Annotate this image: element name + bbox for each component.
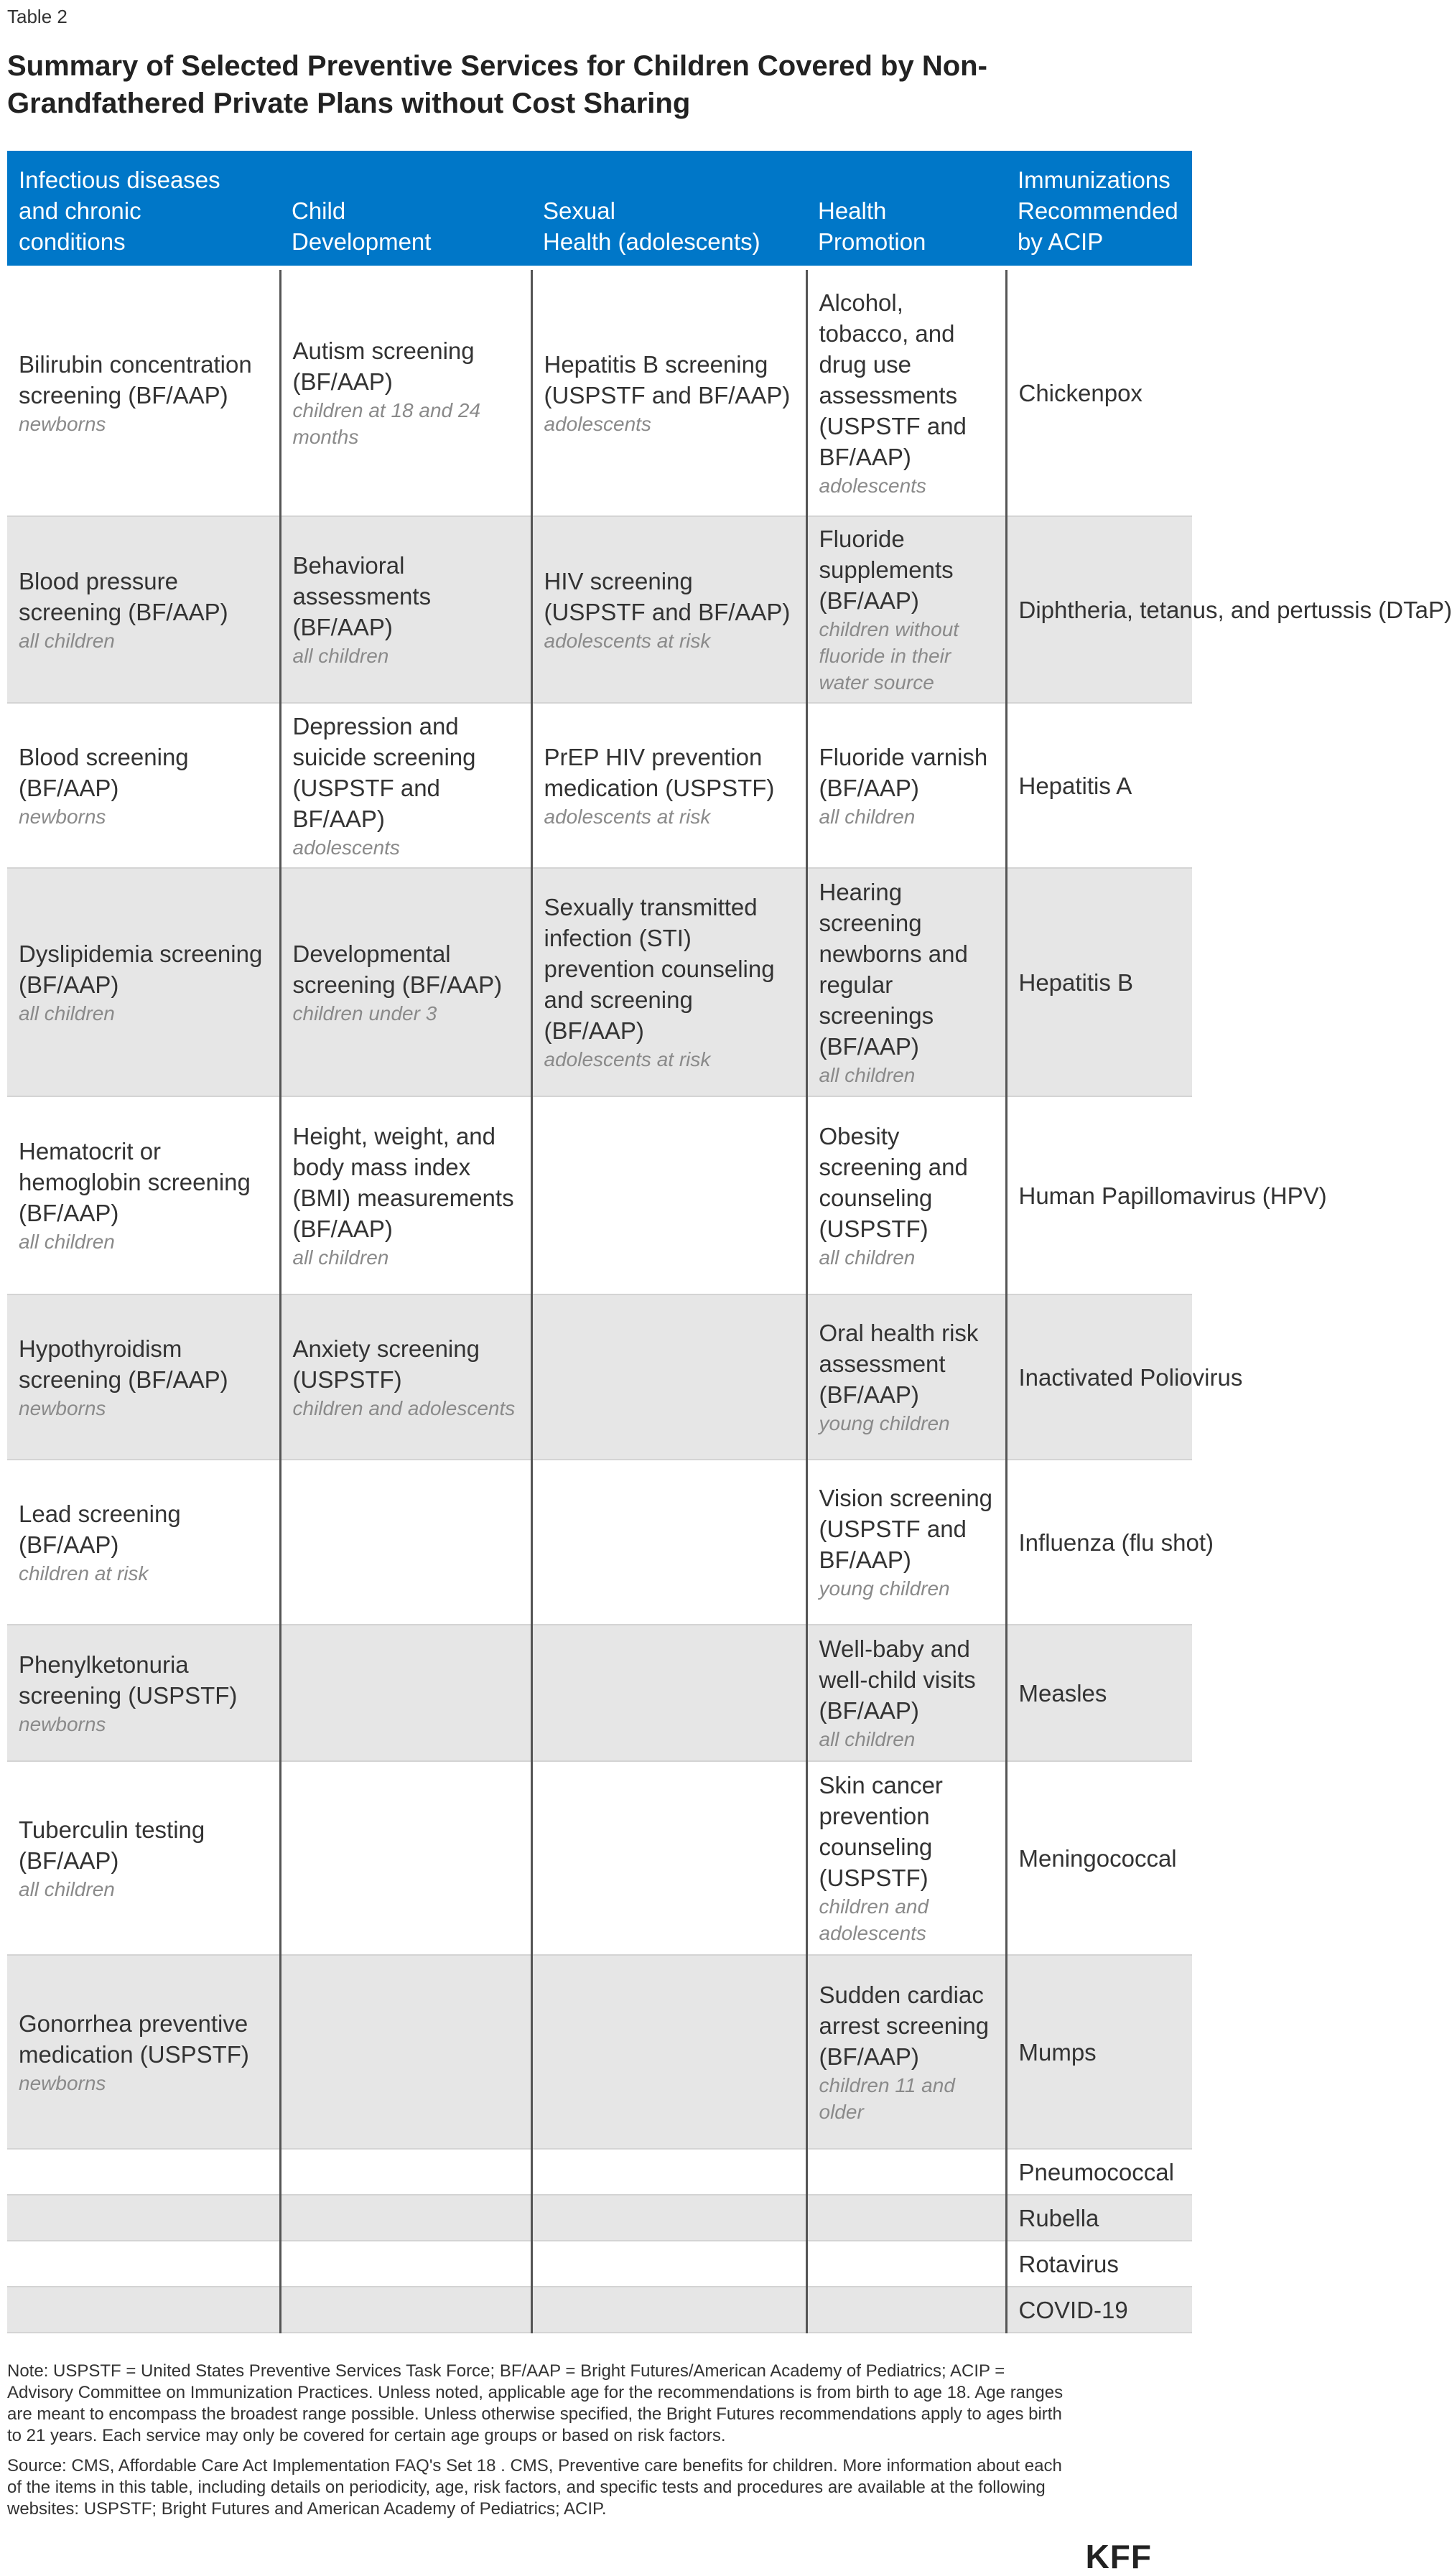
immunization-cell: Pneumococcal (1006, 2149, 1192, 2195)
table-cell (806, 2149, 1006, 2195)
service-population: adolescents (544, 412, 651, 435)
table-cell (280, 868, 531, 1096)
table-row (7, 516, 1192, 703)
table-cell (7, 1955, 280, 2149)
table-row (7, 2149, 1192, 2195)
immunization-cell: Influenza (flu shot) (1006, 1460, 1192, 1625)
table-cell (7, 1625, 280, 1761)
table-row (7, 2241, 1192, 2287)
service-population: adolescents at risk (544, 805, 711, 828)
table-cell (280, 1460, 531, 1625)
table-cell (7, 268, 280, 516)
table-cell (806, 1294, 1006, 1460)
table-header-row (7, 151, 1192, 268)
table-row (7, 1955, 1192, 2149)
table-cell (7, 2149, 280, 2195)
table-row (7, 2195, 1192, 2241)
table-cell (531, 268, 806, 516)
table-cell (531, 1761, 806, 1955)
service-population: all children (819, 1063, 916, 1086)
table-row (7, 1761, 1192, 1955)
table-row (7, 268, 1192, 516)
table-cell (531, 2149, 806, 2195)
service-population: children 11 and older (819, 2073, 955, 2123)
table-cell (531, 1625, 806, 1761)
service-name: Developmental screening (BF/AAP) (292, 940, 503, 998)
service-population: all children (19, 1231, 115, 1253)
immunization-cell: Human Papillomavirus (HPV) (1006, 1096, 1192, 1294)
table-cell (7, 2287, 280, 2333)
table-cell (806, 868, 1006, 1096)
service-name: Vision screening (USPSTF and BF/AAP) (819, 1485, 993, 1573)
service-name: Hypothyroidism screening (BF/AAP) (19, 1335, 228, 1393)
table-row (7, 1625, 1192, 1761)
table-cell (280, 703, 531, 868)
service-name: Gonorrhea preventive medication (USPSTF) (19, 2010, 249, 2068)
page-title: Summary of Selected Preventive Services for Children Covered by Non-Grandfathered Private Plans without Cost Sharing (7, 50, 987, 119)
table-cell (280, 2287, 531, 2333)
table-cell (531, 516, 806, 703)
service-population: adolescents at risk (544, 1048, 711, 1070)
table-cell (7, 1294, 280, 1460)
table-row (7, 868, 1192, 1096)
table-cell (806, 2287, 1006, 2333)
immunization-cell: Meningococcal (1006, 1761, 1192, 1955)
service-name: Depression and suicide screening (USPSTF and BF/AAP) (292, 712, 476, 832)
service-population: all children (19, 1002, 115, 1025)
service-population: all children (19, 629, 115, 652)
source-text: Source: CMS, Affordable Care Act Implementation FAQ's Set 18 . CMS, Preventive care benefits for children. More information about each of the items in this table, including details on periodicity, age, risk factors, and specific tests and procedures are available at the following websites: USPSTF; Bright Futures and American Academy of Pediatrics; ACIP. (7, 2456, 1062, 2519)
table-cell (531, 1294, 806, 1460)
service-population: newborns (19, 412, 106, 435)
table-cell (806, 2195, 1006, 2241)
table-cell (531, 2241, 806, 2287)
service-population: adolescents (292, 836, 400, 859)
table-cell (531, 703, 806, 868)
service-name: Fluoride varnish (BF/AAP) (819, 743, 988, 801)
immunization-cell: Diphtheria, tetanus, and pertussis (DTaP) (1006, 516, 1192, 703)
service-name: Blood screening (BF/AAP) (19, 743, 189, 801)
table-cell (806, 516, 1006, 703)
service-name: Bilirubin concentration screening (BF/AAP) (19, 350, 252, 409)
table-cell (806, 703, 1006, 868)
table-cell (280, 1625, 531, 1761)
table-cell (7, 703, 280, 868)
service-name: Behavioral assessments (BF/AAP) (292, 552, 432, 640)
table-cell (806, 1625, 1006, 1761)
table-cell (280, 1294, 531, 1460)
service-population: children under 3 (292, 1002, 437, 1025)
table-cell (806, 1096, 1006, 1294)
immunization-cell: Rubella (1006, 2195, 1192, 2241)
table-cell (280, 1096, 531, 1294)
service-name: Oral health risk assessment (BF/AAP) (819, 1320, 979, 1408)
table-cell (531, 868, 806, 1096)
service-name: Well-baby and well-child visits (BF/AAP) (819, 1635, 976, 1724)
service-population: children and adolescents (292, 1396, 516, 1419)
service-population: children without fluoride in their water source (819, 618, 959, 694)
service-population: all children (19, 1877, 115, 1900)
service-population: young children (819, 1412, 950, 1434)
table-row (7, 1460, 1192, 1625)
table-cell (806, 1761, 1006, 1955)
service-name: Autism screening (BF/AAP) (292, 337, 475, 395)
table-cell (806, 268, 1006, 516)
service-population: children and adolescents (819, 1895, 929, 1944)
service-name: Fluoride supplements (BF/AAP) (819, 526, 954, 614)
service-name: Sudden cardiac arrest screening (BF/AAP) (819, 1981, 990, 2070)
service-population: all children (819, 1728, 916, 1750)
note-text: Note: USPSTF = United States Preventive Services Task Force; BF/AAP = Bright Futures/American Academy of Pediatrics; ACIP = Advisory Committee on Immunization Practices. Unless noted, applicable age for the recommendations is from birth to age 18. Age ranges are meant to encompass the broadest range possible. Unless otherwise specified, the Bright Futures recommendations apply to ages birth to 21 years. Each service may only be covered for certain age groups or based on risk factors. (7, 2361, 1064, 2445)
service-name: Alcohol, tobacco, and drug use assessments (USPSTF and BF/AAP) (819, 289, 967, 470)
table-cell (806, 1955, 1006, 2149)
service-name: Obesity screening and counseling (USPSTF) (819, 1122, 968, 1242)
table-row (7, 1096, 1192, 1294)
table-cell (280, 1955, 531, 2149)
table-cell (280, 1761, 531, 1955)
service-name: Hematocrit or hemoglobin screening (BF/AAP) (19, 1138, 251, 1226)
immunization-cell: Measles (1006, 1625, 1192, 1761)
table-cell (280, 2149, 531, 2195)
service-name: Dyslipidemia screening (BF/AAP) (19, 940, 263, 998)
table-cell (806, 2241, 1006, 2287)
table-cell (280, 268, 531, 516)
service-population: all children (292, 1246, 389, 1269)
table-row (7, 1294, 1192, 1460)
table-cell (7, 1761, 280, 1955)
immunization-cell: Rotavirus (1006, 2241, 1192, 2287)
table-cell (7, 2195, 280, 2241)
table-cell (280, 516, 531, 703)
header-infectious-diseases: Infectious diseases and chronic conditions (7, 151, 280, 268)
service-name: Anxiety screening (USPSTF) (292, 1335, 480, 1393)
table-cell (7, 1096, 280, 1294)
table-label: Table 2 (7, 6, 68, 27)
table-cell (531, 2287, 806, 2333)
table-row (7, 703, 1192, 868)
service-population: all children (819, 805, 916, 828)
service-name: HIV screening (USPSTF and BF/AAP) (544, 567, 791, 625)
immunization-cell: Inactivated Poliovirus (1006, 1294, 1192, 1460)
services-table-container[interactable] (7, 151, 1452, 2323)
table-cell (806, 1460, 1006, 1625)
header-immunizations: Immunizations Recommended by ACIP (1006, 151, 1192, 268)
table-cell (531, 1460, 806, 1625)
table-cell (531, 2195, 806, 2241)
table-cell (7, 516, 280, 703)
service-name: Hepatitis B screening (USPSTF and BF/AAP) (544, 350, 791, 409)
service-population: young children (819, 1577, 950, 1600)
service-population: all children (819, 1246, 916, 1269)
header-sexual-health: Sexual Health (adolescents) (531, 151, 806, 268)
service-population: children at risk (19, 1562, 149, 1585)
service-population: newborns (19, 1396, 106, 1419)
immunization-cell: Hepatitis B (1006, 868, 1192, 1096)
immunization-cell: Mumps (1006, 1955, 1192, 2149)
header-child-development: Child Development (280, 151, 531, 268)
service-name: Height, weight, and body mass index (BMI) measurements (BF/AAP) (292, 1122, 514, 1242)
service-population: newborns (19, 2071, 106, 2094)
service-name: Tuberculin testing (BF/AAP) (19, 1816, 205, 1874)
table-cell (531, 1096, 806, 1294)
service-name: Skin cancer prevention counseling (USPSTF) (819, 1772, 943, 1891)
service-population: newborns (19, 1712, 106, 1735)
service-name: Blood pressure screening (BF/AAP) (19, 567, 228, 625)
table-row (7, 2287, 1192, 2333)
immunization-cell: Hepatitis A (1006, 703, 1192, 868)
service-name: Hearing screening newborns and regular screenings (BF/AAP) (819, 878, 968, 1060)
service-population: newborns (19, 805, 106, 828)
table-cell (7, 868, 280, 1096)
service-population: adolescents (819, 474, 926, 497)
footnotes (7, 2361, 1070, 2529)
service-name: PrEP HIV prevention medication (USPSTF) (544, 743, 775, 801)
service-name: Sexually transmitted infection (STI) prevention counseling and screening (BF/AAP) (544, 894, 775, 1044)
kff-logo: KFF (1085, 2538, 1152, 2575)
table-cell (7, 2241, 280, 2287)
table-cell (531, 1955, 806, 2149)
table-cell (7, 1460, 280, 1625)
header-health-promotion: Health Promotion (806, 151, 1006, 268)
table-cell (280, 2241, 531, 2287)
immunization-cell: Chickenpox (1006, 268, 1192, 516)
immunization-cell: COVID-19 (1006, 2287, 1192, 2333)
service-name: Phenylketonuria screening (USPSTF) (19, 1651, 238, 1709)
service-name: Lead screening (BF/AAP) (19, 1500, 181, 1558)
service-population: children at 18 and 24 months (292, 399, 481, 448)
service-population: adolescents at risk (544, 629, 711, 652)
table-cell (280, 2195, 531, 2241)
service-population: all children (292, 645, 389, 667)
services-table (7, 151, 1452, 2333)
